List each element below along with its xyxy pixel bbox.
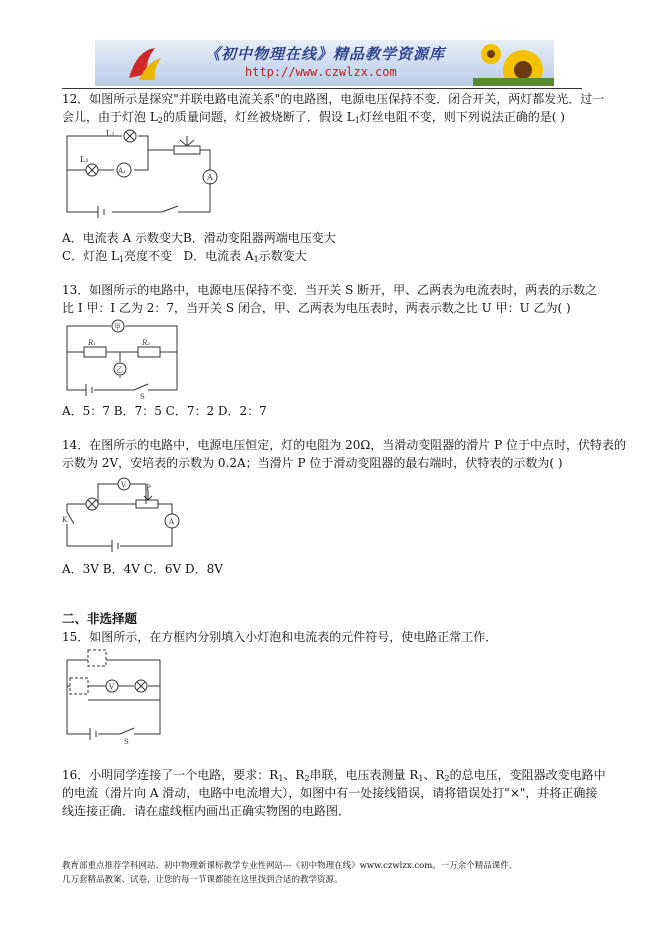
q14-fig-V: V bbox=[121, 481, 127, 489]
q12-line1: 12．如图所示是探究"并联电路电流关系"的电路图，电源电压保持不变．闭合开关，两灯都发光．过一 bbox=[62, 92, 605, 106]
section-title: 二、非选择题 bbox=[62, 611, 138, 626]
q13-line1: 13．如图所示的电路中，电源电压保持不变．当开关 S 断开，甲、乙两表为电流表时，两表的示数之 bbox=[62, 283, 598, 297]
q12-fig-L1: L₁ bbox=[80, 155, 89, 164]
q12-fig-A1: A₁ bbox=[118, 167, 126, 175]
logo-icon bbox=[125, 44, 165, 84]
q13-fig-R1: R₁ bbox=[88, 339, 97, 347]
q13-fig-yi: 乙 bbox=[116, 366, 123, 374]
q13-options: A．5：7 B．7：5 C．7：2 D．2：7 bbox=[62, 404, 267, 418]
q12-fig-L2: L₂ bbox=[106, 129, 115, 138]
header-banner bbox=[95, 40, 554, 86]
header-rule bbox=[62, 88, 582, 89]
q12-line2: 会儿，由于灯泡 L2的质量问题，灯丝被烧断了．假设 L1灯丝电阻不变，则下列说法正确的是( ) bbox=[62, 110, 565, 125]
q14-options: A．3V B．4V C．6V D．8V bbox=[62, 562, 223, 576]
q14-line2: 示数为 2V，安培表的示数为 0.2A；当滑片 P 位于滑动变阻器的最右端时，伏特表的示数为( ) bbox=[62, 456, 563, 470]
q15-circuit-diagram bbox=[62, 646, 172, 746]
q14-line1: 14．在图所示的电路中，电源电压恒定，灯的电阻为 20Ω，当滑动变阻器的滑片 P 位于中点时，伏特表的 bbox=[62, 438, 627, 452]
footer-line1: 教育部重点推荐学科网站、初中物理新课标教学专业性网站---《初中物理在线》www.czwlzx.com。一万余个精品课件、 bbox=[62, 861, 518, 871]
sunflower-icon bbox=[473, 40, 554, 86]
banner-title: 《初中物理在线》精品教学资源库 bbox=[205, 45, 446, 63]
q14-fig-A: A bbox=[169, 518, 175, 526]
q13-fig-S: S bbox=[140, 393, 145, 400]
q14-fig-K: K bbox=[62, 516, 68, 524]
q13-line2: 比 I 甲：I 乙为 2：7，当开关 S 闭合，甲、乙两表为电压表时，两表示数之比 U 甲：U 乙为( ) bbox=[62, 301, 571, 315]
q15-line1: 15．如图所示，在方框内分别填入小灯泡和电流表的元件符号，使电路正常工作． bbox=[62, 630, 498, 644]
q15-fig-V: V bbox=[109, 683, 115, 691]
banner-url: http://www.czwlzx.com bbox=[245, 65, 397, 79]
q12-fig-A: A bbox=[207, 173, 213, 182]
q12-options-cd: C．灯泡 L1亮度不变 D．电流表 A1示数变大 bbox=[62, 249, 307, 264]
q13-circuit-diagram bbox=[62, 318, 187, 400]
q16-line2: 的电流（滑片向 A 滑动，电路中电流增大），如图中有一处接线错误，请将错误处打"×"，并将正确接 bbox=[62, 786, 598, 800]
q16-line3: 线连接正确．请在虚线框内画出正确实物图的电路图． bbox=[62, 804, 351, 818]
q12-circuit-diagram bbox=[62, 128, 222, 220]
q14-circuit-diagram bbox=[62, 476, 184, 554]
q12-options-ab: A．电流表 A 示数变大B．滑动变阻器两端电压变大 bbox=[62, 231, 336, 245]
q16-line1: 16．小明同学连接了一个电路，要求：R1、R2串联，电压表测量 R1、R2的总电压，变阻器改变电路中 bbox=[62, 768, 606, 783]
q13-fig-R2: R₂ bbox=[142, 339, 151, 347]
q15-fig-S: S bbox=[124, 738, 129, 746]
footer-line2: 几万套精品教案、试卷，让您的每一节课都能在这里找到合适的教学资源。 bbox=[62, 875, 343, 885]
q13-fig-jia: 甲 bbox=[114, 323, 121, 331]
q14-fig-P: P bbox=[146, 484, 151, 492]
